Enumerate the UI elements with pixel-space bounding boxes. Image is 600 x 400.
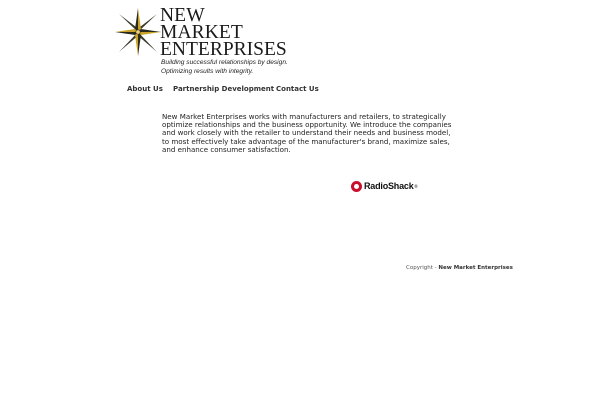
- site-logo[interactable]: [115, 6, 305, 76]
- brand-tagline: [161, 58, 288, 76]
- tagline-line2: Optimizing results with integrity.: [161, 68, 254, 75]
- copyright-label: Copyright -: [406, 265, 439, 271]
- compass-star-icon: [115, 8, 161, 56]
- registered-mark: ®: [414, 183, 419, 189]
- radioshack-wordmark: RadioShack: [364, 181, 414, 191]
- brand-name: [160, 7, 287, 58]
- intro-paragraph: New Market Enterprises works with manufacturers and retailers, to strategically optimize relationships and the business opportunity. We introduce the companies and work closely with the retailer to understand their needs and business model, to most effectively take advantage of the manufacturer's brand, maximize sales, and enhance consumer satisfaction.: [162, 112, 452, 154]
- nav-link-contact-us[interactable]: Contact Us: [276, 85, 319, 93]
- brand-name-line2: MARKET: [160, 22, 243, 43]
- footer-copyright: [406, 265, 513, 271]
- brand-name-line3: ENTERPRISES: [160, 39, 287, 60]
- nav-link-about-us[interactable]: About Us: [127, 85, 163, 93]
- radioshack-logo[interactable]: [351, 180, 418, 192]
- tagline-line1: Building successful relationships by design.: [161, 59, 288, 66]
- footer-company-name: New Market Enterprises: [438, 265, 513, 271]
- nav-link-partnership-development[interactable]: Partnership Development: [173, 85, 275, 93]
- radioshack-r-icon: [351, 181, 362, 192]
- brand-name-line1: NEW: [160, 5, 205, 26]
